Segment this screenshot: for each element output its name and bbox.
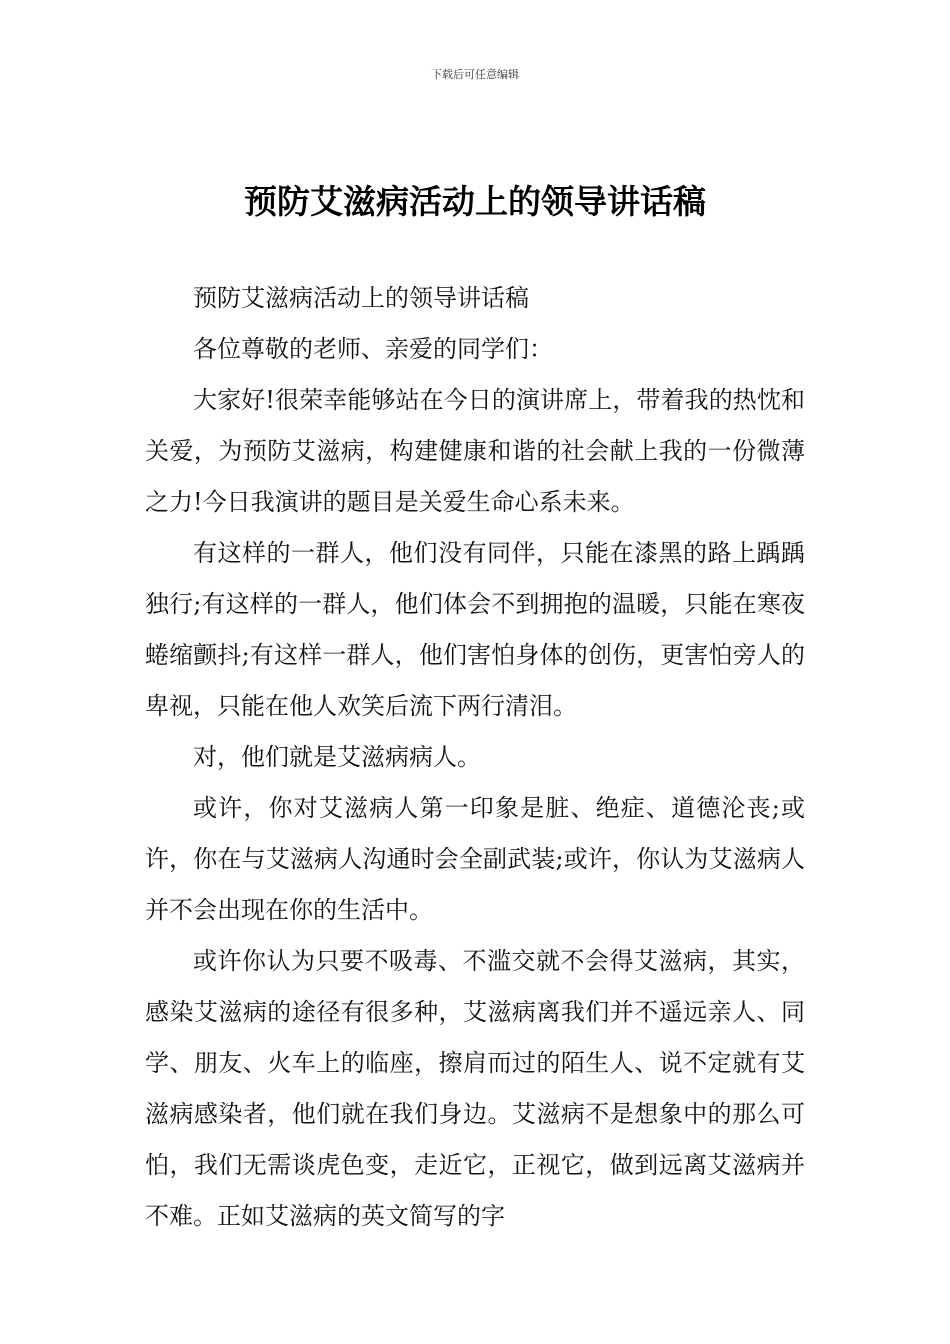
paragraph-greeting: 大家好!很荣幸能够站在今日的演讲席上，带着我的热忱和关爱，为预防艾滋病，构建健康和谐的社会献上我的一份微薄之力!今日我演讲的题目是关爱生命心系未来。 [145,386,805,516]
paragraph-perhaps-1: 或许，你对艾滋病人第一印象是脏、绝症、道德沦丧;或许，你在与艾滋病人沟通时会全副武装;或许，你认为艾滋病人并不会出现在你的生活中。 [145,794,805,924]
paragraph-repeated-title: 预防艾滋病活动上的领导讲话稿 [193,284,529,312]
document-body [145,273,805,1242]
paragraph-description: 有这样的一群人，他们没有同伴，只能在漆黑的路上踽踽独行;有这样的一群人，他们体会不到拥抱的温暖，只能在寒夜蜷缩颤抖;有这样一群人，他们害怕身体的创伤，更害怕旁人的卑视，只能在他人欢笑后流下两行清泪。 [145,539,805,720]
paragraph-statement: 对，他们就是艾滋病病人。 [193,743,481,771]
document-title: 预防艾滋病活动上的领导讲话稿 [244,182,706,221]
paragraph-salutation: 各位尊敬的老师、亲爱的同学们： [193,335,553,363]
paragraph-perhaps-2: 或许你认为只要不吸毒、不滥交就不会得艾滋病，其实，感染艾滋病的途径有很多种，艾滋病离我们并不遥远亲人、同学、朋友、火车上的临座，擦肩而过的陌生人、说不定就有艾滋病感染者，他们就在我们身边。艾滋病不是想象中的那么可怕，我们无需谈虎色变，走近它，正视它，做到远离艾滋病并不难。正如艾滋病的英文简写的字 [145,947,805,1230]
header-note: 下载后可任意编辑 [431,68,519,81]
